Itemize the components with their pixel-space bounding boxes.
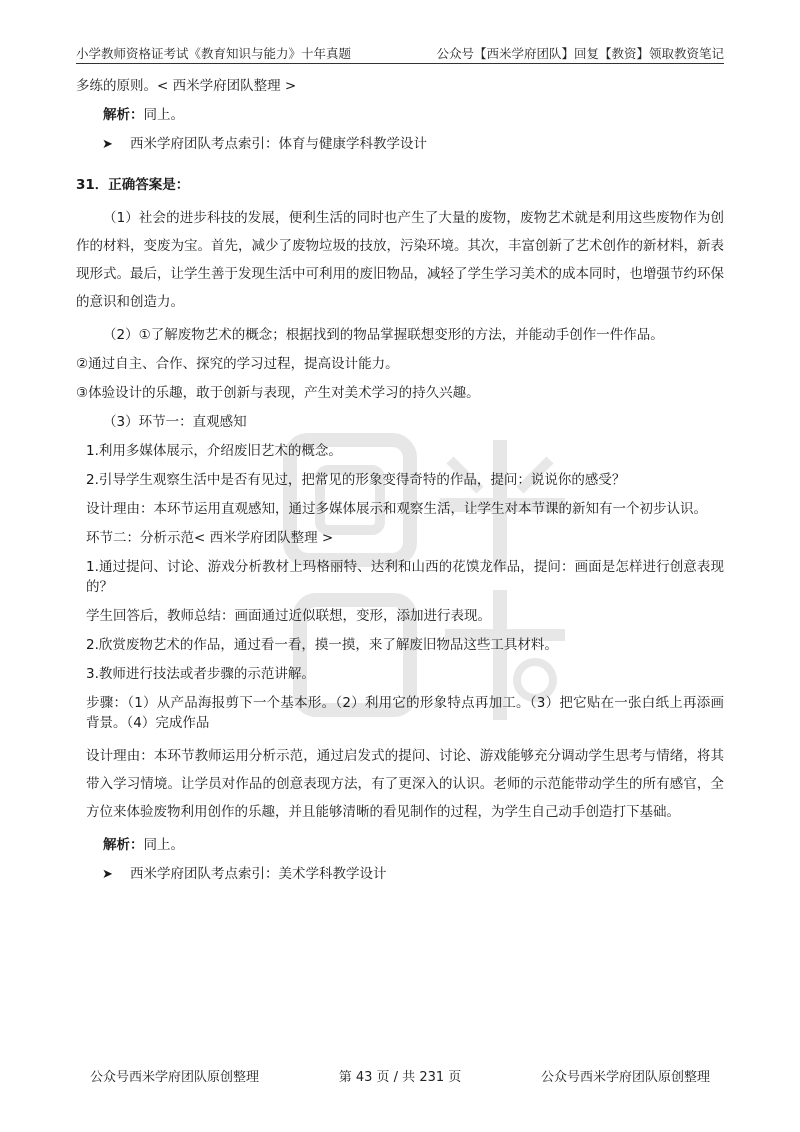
question-31-label: 31．正确答案是： xyxy=(76,177,190,193)
answer-paragraph-7: 2.引导学生观察生活中是否有见过，把常见的形象变得奇特的作品，提问：说说你的感受？ xyxy=(86,472,626,488)
answer-paragraph-9: 环节二：分析示范< 西米学府团队整理 > xyxy=(86,530,334,546)
question-31-heading xyxy=(76,175,724,195)
paragraph-continuation: 多练的原则。< 西米学府团队整理 > xyxy=(76,78,297,94)
analysis-2-label: 解析： xyxy=(103,837,144,853)
answer-paragraph-12: 2.欣赏废物艺术的作品，通过看一看，摸一摸，来了解废旧物品这些工具材料。 xyxy=(86,637,558,653)
analysis-2-text: 同上。 xyxy=(143,837,184,853)
answer-paragraph-15: 设计理由：本环节教师运用分析示范，通过启发式的提问、讨论、游戏能够充分调动学生思考与情绪，将其带入学习情境。让学员对作品的创意表现方法，有了更深入的认识。老师的示范能带动学生的所有感官，全方位来体验废物利用创作的乐趣，并且能够清晰的看见制作的过程，为学生自己动手创造打下基础。 xyxy=(86,748,724,820)
answer-paragraph-10: 1.通过提问、讨论、游戏分析教材上玛格丽特、达利和山西的花馍龙作品，提问：画面是怎样进行创意表现的？ xyxy=(86,559,724,595)
answer-paragraph-11: 学生回答后，教师总结：画面通过近似联想，变形，添加进行表现。 xyxy=(86,608,491,624)
analysis-1 xyxy=(76,105,724,125)
arrow-bullet-icon: ➤ xyxy=(102,867,113,882)
header-divider xyxy=(76,63,724,64)
document-body xyxy=(76,76,724,885)
footer-left-text: 公众号西米学府团队原创整理 xyxy=(90,1070,260,1085)
answer-paragraph-5: （3）环节一：直观感知 xyxy=(103,414,247,430)
index-2-text: 西米学府团队考点索引：美术学科教学设计 xyxy=(130,866,387,882)
answer-paragraph-4: ③体验设计的乐趣，敢于创新与表现，产生对美术学习的持久兴趣。 xyxy=(76,385,480,401)
page-header xyxy=(76,40,724,62)
page-number: 第 43 页 / 共 231 页 xyxy=(338,1070,462,1085)
arrow-bullet-icon: ➤ xyxy=(102,137,113,152)
header-left-text: 小学教师资格证考试《教育知识与能力》十年真题 xyxy=(76,46,352,61)
header-right-text: 公众号【西米学府团队】回复【教资】领取教资笔记 xyxy=(436,46,724,61)
answer-paragraph-6: 1.利用多媒体展示，介绍废旧艺术的概念。 xyxy=(86,443,342,459)
answer-paragraph-3: ②通过自主、合作、探究的学习过程，提高设计能力。 xyxy=(76,356,399,372)
analysis-1-label: 解析： xyxy=(103,107,144,123)
index-line-1 xyxy=(76,134,724,155)
analysis-2 xyxy=(76,835,724,855)
answer-paragraph-13: 3.教师进行技法或者步骤的示范讲解。 xyxy=(86,666,315,682)
index-1-text: 西米学府团队考点索引：体育与健康学科教学设计 xyxy=(130,136,427,152)
answer-paragraph-2: （2）①了解废物艺术的概念；根据找到的物品掌握联想变形的方法，并能动手创作一件作品。 xyxy=(103,327,664,343)
analysis-1-text: 同上。 xyxy=(143,107,184,123)
footer-right-text: 公众号西米学府团队原创整理 xyxy=(540,1070,710,1085)
page-footer xyxy=(76,1066,724,1086)
answer-paragraph-8: 设计理由：本环节运用直观感知，通过多媒体展示和观察生活，让学生对本节课的新知有一个初步认识。 xyxy=(86,501,707,517)
answer-paragraph-14: 步骤：（1）从产品海报剪下一个基本形。（2）利用它的形象特点再加工。（3）把它贴在一张白纸上再添画背景。（4）完成作品 xyxy=(86,695,724,731)
answer-paragraph-1: （1）社会的进步科技的发展，便利生活的同时也产生了大量的废物，废物艺术就是利用这些废物作为创作的材料，变废为宝。首先，减少了废物垃圾的技放，污染环境。其次，丰富创新了艺术创作的新材料，新表现形式。最后，让学生善于发现生活中可利用的废旧物品，减轻了学生学习美术的成本同时，也增强节约环保的意识和创造力。 xyxy=(76,210,724,310)
index-line-2 xyxy=(76,864,724,885)
